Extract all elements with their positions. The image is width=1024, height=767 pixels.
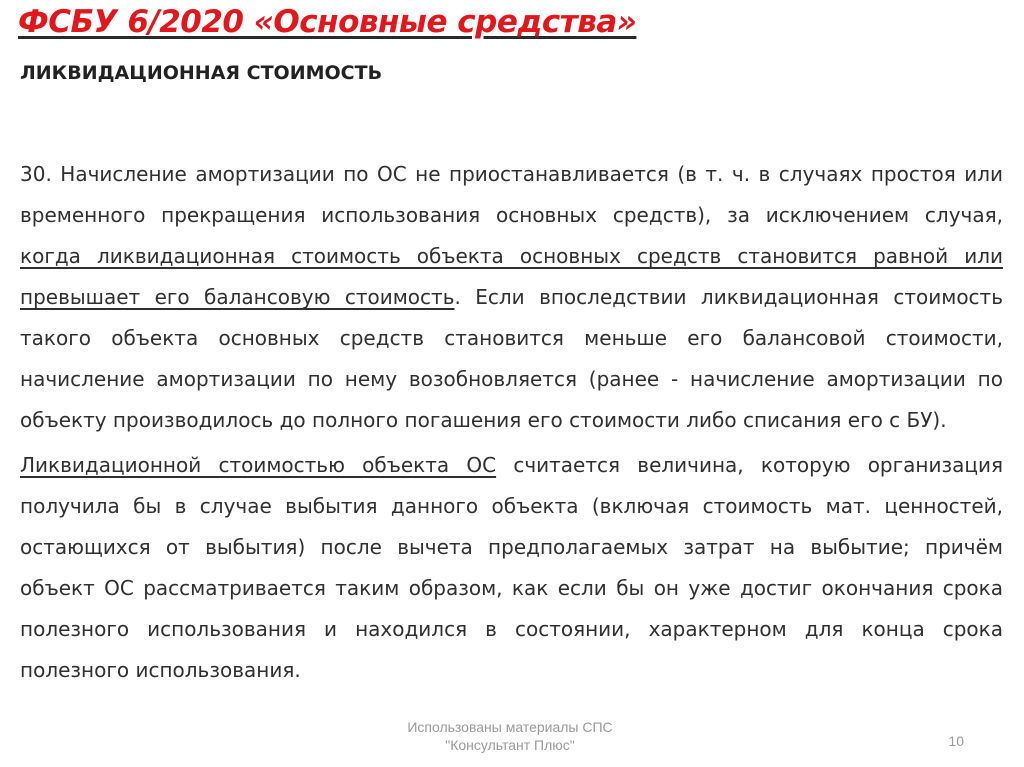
paragraph-definition [20, 445, 1003, 691]
source-line-2: "Консультант Плюс" [445, 737, 575, 753]
slide-number: 10 [948, 733, 964, 749]
paragraph-30-underlined: когда ликвидационная стоимость объекта основных средств становится равной или превышает его балансовую стоимость [20, 244, 1003, 309]
slide-body [20, 154, 1003, 695]
paragraph-30-end: . Если впоследствии ликвидационная стоимость такого объекта основных средств становится меньше его балансовой стоимости, начисление амортизации по нему возобновляется (ранее - начисление амортизации по объекту производилось до полного погашения его стоимости либо списания его с БУ). [20, 285, 1003, 432]
paragraph-30-start: 30. Начисление амортизации по ОС не приостанавливается (в т. ч. в случаях простоя или временного прекращения использования основных средств), за исключением случая, [20, 162, 1003, 227]
definition-text: считается величина, которую организация получила бы в случае выбытия данного объекта (включая стоимость мат. ценностей, остающихся от выбытия) после вычета предполагаемых затрат на выбытие; причём объект ОС рассматривается таким образом, как если бы он уже достиг окончания срока полезного использования и находился в состоянии, характерном для конца срока полезного использования. [20, 453, 1003, 682]
definition-term: Ликвидационной стоимостью объекта ОС [20, 453, 497, 477]
source-line-1: Использованы материалы СПС [407, 719, 613, 735]
slide-subtitle: ЛИКВИДАЦИОННАЯ СТОИМОСТЬ [20, 62, 383, 84]
slide-title: ФСБУ 6/2020 «Основные средства» [18, 4, 637, 40]
paragraph-30 [20, 154, 1003, 441]
source-note [380, 718, 640, 754]
